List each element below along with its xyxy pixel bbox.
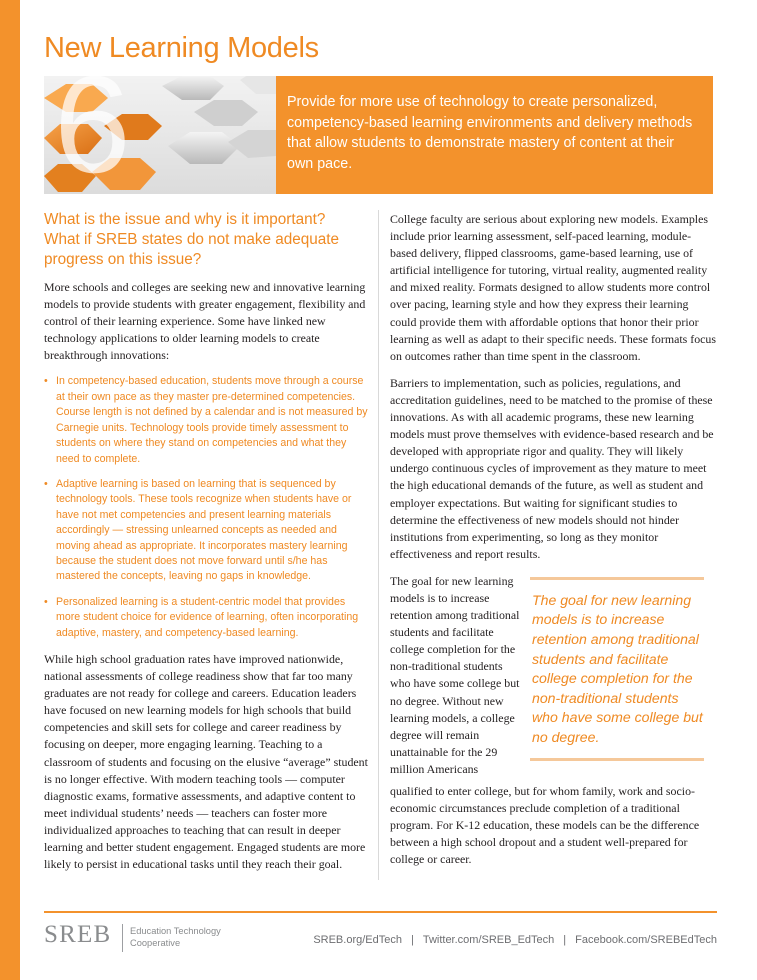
sreb-website-link[interactable]: SREB.org/EdTech <box>313 934 402 946</box>
goal-paragraph-start: The goal for new learning models is to increase retention among traditional students and facilitate college completion for the non-traditional students who have some college but no degree. Without new learning models, a college degree will remain unattainable for the 29 million Americans <box>390 573 520 776</box>
bullet-text: In competency-based education, students move through a course at their own pace as they master pre-determined competencies. Course length is not defined by a calendar and is not measured by Carnegie units. Technology tools provide timely assessment to students on where they stand on competencies and what they need to complete. <box>56 375 368 465</box>
pull-quote: The goal for new learning models is to increase retention among traditional students and facilitate college completion for the non-traditional students who have some college but no degree. <box>530 577 704 761</box>
section-number-badge: 6 <box>54 76 131 194</box>
bullet-text: Personalized learning is a student-centric model that provides more student choice for evidence of learning, often incorporating adaptive, mastery, and competency-based learning. <box>56 595 359 639</box>
link-separator: | <box>410 934 414 946</box>
issue-heading-line-1: What is the issue and why is it important? <box>44 211 326 228</box>
twitter-link[interactable]: Twitter.com/SREB_EdTech <box>422 934 555 946</box>
bullet-text: Adaptive learning is based on learning that is sequenced by technology tools. These tools recognize when students have or have not met competencies and present learning materials accordingly — stressing unlearned concepts as needed and moving ahead as appropriate. It incorporates mastery learning because the student does not move forward until s/he has mastered the concepts, leaving no gaps in knowledge. <box>56 477 352 583</box>
page-title: New Learning Models <box>44 32 319 64</box>
right-column <box>390 211 717 878</box>
faculty-paragraph: College faculty are serious about exploring new models. Examples include prior learning assessment, self-paced learning, module-based delivery, flipped classrooms, game-based learning, use of artificial intelligence for tutoring, virtual reality, augmented reality and mixed reality. Formats designed to allow students more control over pacing, learning style and how they express their learning could provide them with affordable options that honor their prior learning as well as adapt to their specific needs. These formats focus on outcomes rather than time spent in the classroom. <box>390 212 716 363</box>
issue-heading <box>44 210 370 270</box>
logo-divider <box>122 924 123 952</box>
column-divider <box>378 210 379 880</box>
footer-rule <box>44 911 717 913</box>
issue-heading-line-2: What if SREB states do not make adequate progress on this issue? <box>44 231 340 268</box>
bullet-icon: • <box>44 477 48 490</box>
hero-image <box>44 76 276 194</box>
intro-paragraph: More schools and colleges are seeking new and innovative learning models to provide students with greater engagement, flexibility and control of their learning experience. Some have linked new technology applications to older learning models to create breakthrough innovations: <box>44 280 366 363</box>
goal-section <box>390 573 717 783</box>
logo-tagline: Education Technology Cooperative <box>130 926 221 948</box>
banner-statement: Provide for more use of technology to create personalized, competency-based learning environments and delivery methods that allow students to demonstrate mastery of content at their own pace. <box>276 76 713 194</box>
header-banner <box>44 76 713 194</box>
link-separator: | <box>563 934 567 946</box>
readiness-paragraph: While high school graduation rates have improved nationwide, national assessments of college readiness show that far too many graduates are not ready for college and careers. Education leaders have focused on new learning models for high schools that build competencies and skill sets for college and career readiness by focusing on deeper, more engaging learning. Teaching to a classroom of students and focusing on the elusive “average” student is no longer effective. With modern teaching tools — computer diagnostic exams, formative assessments, and adaptive content to meet individual students’ needs — teachers can foster more individualized approaches to teaching that can result in deeper learning and better student engagement. Engaged students are more likely to persist in educational tasks until they reach their goal. <box>44 651 368 872</box>
list-item <box>44 477 370 585</box>
bullet-list <box>44 374 370 641</box>
bullet-icon: • <box>44 595 48 608</box>
barriers-paragraph: Barriers to implementation, such as policies, regulations, and accreditation guidelines, need to be matched to the promise of these innovations. As with all academic programs, these new learning models must prove themselves with evidence-based research and be developed with appropriate rigor and quality. They will likely undergo continuous cycles of improvement as they mature to meet the high educational demands of the future, as well as student and employer expectations. But waiting for significant studies to determine the effectiveness of new models should not hinder institutions from experimenting, so long as they monitor effectiveness and report results. <box>390 375 714 561</box>
left-column <box>44 210 370 883</box>
footer-links <box>313 934 717 946</box>
bullet-icon: • <box>44 375 48 388</box>
goal-paragraph-end: qualified to enter college, but for whom family, work and socio-economic circumstances preclude completion of a traditional program. For K-12 education, these models can be the difference between a high school dropout and a student well-prepared for college or career. <box>390 783 700 867</box>
list-item <box>44 595 370 641</box>
sreb-logo: SREB <box>44 921 112 948</box>
list-item <box>44 374 370 466</box>
facebook-link[interactable]: Facebook.com/SREBEdTech <box>575 934 717 946</box>
left-accent-bar <box>0 0 20 980</box>
